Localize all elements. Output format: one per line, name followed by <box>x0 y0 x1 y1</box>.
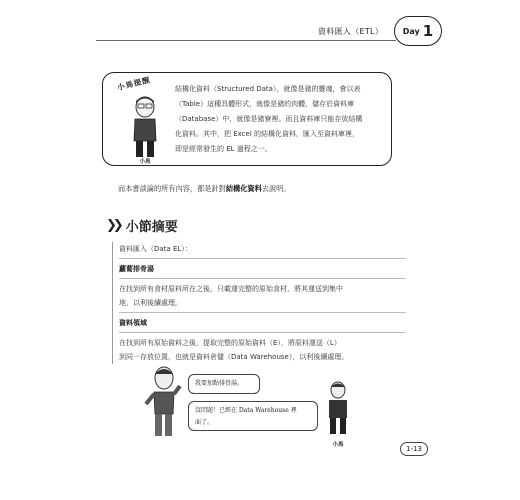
double-chevron-icon: ❯❯ <box>106 218 120 233</box>
callout-line: 即是經常發生的 EL 過程之一。 <box>175 145 272 153</box>
callout-line: 結構化資料（Structured Data），就像是豬的靈魂，會以表 <box>175 85 361 93</box>
section-heading <box>106 216 178 235</box>
bubble-line: 面了。 <box>195 419 214 426</box>
summary-line: 在找到所有原始資料之後，提取完整的原始資料（E），將原料運送（L） <box>119 339 341 347</box>
bubble-line: 沒問題！已經在 Data Warehouse 裡 <box>195 407 297 414</box>
intro-after: 去說明。 <box>261 184 291 193</box>
speech-bubble-right <box>188 401 318 431</box>
page-number: 1-13 <box>400 442 428 456</box>
character-left-illustration <box>140 364 184 442</box>
summary-rule <box>119 312 406 313</box>
callout-text <box>175 82 381 157</box>
callout-box <box>102 72 392 166</box>
summary-rule <box>119 258 406 259</box>
character-right-illustration <box>322 380 354 438</box>
section-title: 小節摘要 <box>125 220 178 235</box>
callout-line: （Table）這種具體形式，就像是豬的肉體，儲存於資料庫 <box>175 100 355 108</box>
callout-tag: 小馬提醒 <box>116 75 152 93</box>
summary-line: 在找到所有食材原料所在之後，只載運完整的原始食材，將其運送到集中 <box>119 285 343 293</box>
header-rule <box>96 40 396 41</box>
summary-heading: 資料匯入（Data EL）： <box>119 245 192 253</box>
intro-bold: 結構化資料 <box>225 184 262 193</box>
callout-line: 化資料。其中，把 Excel 的結構化資料，匯入至資料庫裡， <box>175 130 359 138</box>
day-number: 1 <box>422 22 434 40</box>
character-name-tag: 小馬 <box>332 442 344 448</box>
intro-paragraph <box>118 184 291 194</box>
summary-subheading: 資料領域 <box>119 319 147 327</box>
callout-line: （Database）中，就像是豬寮裡。而且資料庫只能存放結構 <box>175 115 363 123</box>
summary-rule <box>119 278 406 279</box>
summary-line: 到同一存放位置，也就是資料倉儲（Data Warehouse），以利後續處理。 <box>119 353 349 361</box>
summary-line: 地，以利後續處理。 <box>119 299 182 307</box>
day-label: Day <box>402 26 420 36</box>
summary-subheading: 蘿蔔排骨湯 <box>119 265 154 273</box>
summary-rule <box>119 332 406 333</box>
header-title: 資料匯入（ETL） <box>318 27 384 36</box>
summary-block <box>112 242 406 364</box>
callout-name-tag: 小馬 <box>139 159 151 165</box>
intro-before: 而本書談論的所有內容，都是針對 <box>118 184 226 193</box>
day-badge <box>394 16 442 46</box>
mascot-illustration <box>125 95 165 163</box>
speech-bubble-left: 我要加點排骨湯。 <box>188 374 260 394</box>
